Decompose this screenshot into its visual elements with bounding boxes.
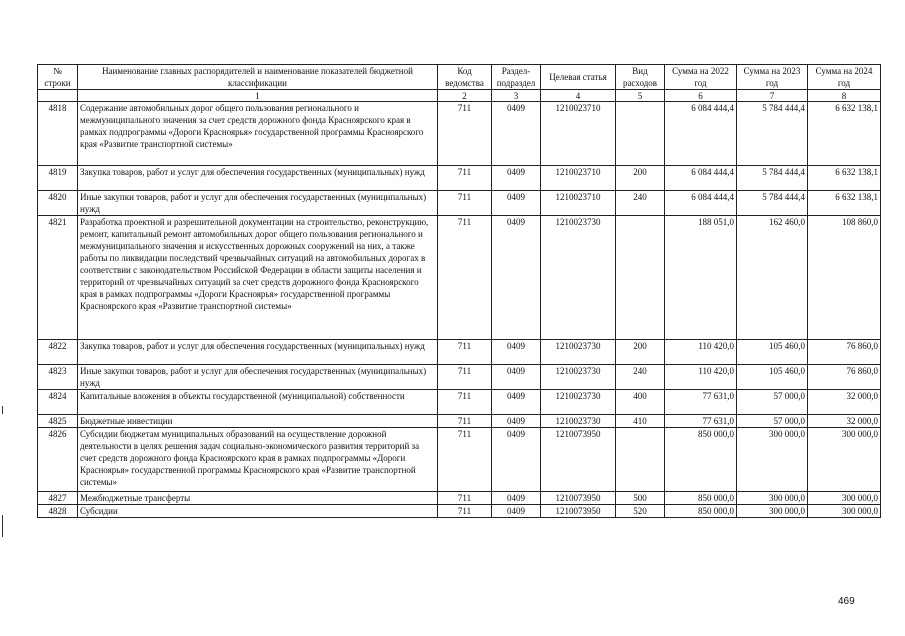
row-dept: 711 [438,216,492,340]
row-exp-type: 240 [616,191,665,216]
row-name: Иные закупки товаров, работ и услуг для обеспечения государственных (муниципальных) нужд [78,365,438,390]
row-number: 4827 [38,492,78,505]
row-sum-2024: 300 000,0 [808,505,881,518]
row-exp-type [616,428,665,492]
header-sum-2024: Сумма на 2024 год [808,65,881,90]
row-dept: 711 [438,365,492,390]
row-sum-2022: 850 000,0 [665,428,737,492]
row-target: 1210023730 [541,390,616,415]
row-exp-type [616,216,665,340]
row-exp-type: 400 [616,390,665,415]
row-section: 0409 [492,166,541,191]
row-sum-2023: 57 000,0 [737,390,808,415]
row-sum-2024: 300 000,0 [808,428,881,492]
row-section: 0409 [492,415,541,428]
row-sum-2022: 6 084 444,4 [665,166,737,191]
header-row-no: № строки [38,65,78,90]
row-section: 0409 [492,365,541,390]
row-sum-2023: 5 784 444,4 [737,191,808,216]
row-dept: 711 [438,428,492,492]
header-name: Наименование главных распорядителей и наименование показателей бюджетной классификации [78,65,438,90]
row-number: 4824 [38,390,78,415]
page-number: 469 [838,596,855,607]
row-sum-2023: 300 000,0 [737,428,808,492]
row-number: 4821 [38,216,78,340]
row-number: 4825 [38,415,78,428]
row-name: Субсидии бюджетам муниципальных образований на осуществление дорожной деятельности в целях решения задач социально-экономического развития территорий за счет средств дорожного фонда Красноярского края в рамках подпрограммы «Дороги Красноярья» государственной программы Красноярского края «Развитие транспортной системы» [78,428,438,492]
row-exp-type [616,102,665,166]
table-row [38,340,881,365]
row-sum-2023: 5 784 444,4 [737,102,808,166]
table-row [38,166,881,191]
row-number: 4820 [38,191,78,216]
row-section: 0409 [492,191,541,216]
row-sum-2023: 105 460,0 [737,340,808,365]
row-dept: 711 [438,415,492,428]
header-row [38,65,881,90]
table-row [38,415,881,428]
row-number: 4822 [38,340,78,365]
budget-table [37,64,881,518]
row-name: Бюджетные инвестиции [78,415,438,428]
row-sum-2023: 300 000,0 [737,505,808,518]
column-index: 5 [616,90,665,102]
row-sum-2024: 32 000,0 [808,415,881,428]
row-section: 0409 [492,492,541,505]
row-target: 1210073950 [541,428,616,492]
row-section: 0409 [492,428,541,492]
row-sum-2024: 6 632 138,1 [808,166,881,191]
header-target: Целевая статья [541,65,616,90]
row-sum-2024: 300 000,0 [808,492,881,505]
row-name: Закупка товаров, работ и услуг для обеспечения государственных (муниципальных) нужд [78,166,438,191]
row-exp-type: 500 [616,492,665,505]
row-dept: 711 [438,166,492,191]
row-number: 4819 [38,166,78,191]
row-target: 1210023730 [541,365,616,390]
row-number: 4823 [38,365,78,390]
row-name: Иные закупки товаров, работ и услуг для обеспечения государственных (муниципальных) нужд [78,191,438,216]
row-dept: 711 [438,492,492,505]
header-exp-type: Вид расходов [616,65,665,90]
row-sum-2023: 105 460,0 [737,365,808,390]
table-row [38,216,881,340]
row-sum-2024: 76 860,0 [808,340,881,365]
row-target: 1210073950 [541,505,616,518]
margin-mark-bottom [2,515,3,537]
row-dept: 711 [438,191,492,216]
row-dept: 711 [438,505,492,518]
table-row [38,102,881,166]
column-index: 1 [78,90,438,102]
column-index: 4 [541,90,616,102]
row-sum-2022: 188 051,0 [665,216,737,340]
row-dept: 711 [438,340,492,365]
column-index: 6 [665,90,737,102]
row-number: 4826 [38,428,78,492]
row-sum-2022: 850 000,0 [665,505,737,518]
row-sum-2022: 110 420,0 [665,340,737,365]
row-name: Субсидии [78,505,438,518]
header-section: Раздел-подраздел [492,65,541,90]
row-sum-2022: 6 084 444,4 [665,102,737,166]
header-sum-2023: Сумма на 2023 год [737,65,808,90]
row-sum-2023: 300 000,0 [737,492,808,505]
row-sum-2023: 57 000,0 [737,415,808,428]
margin-mark-top [2,406,3,414]
row-exp-type: 240 [616,365,665,390]
row-sum-2024: 6 632 138,1 [808,191,881,216]
row-section: 0409 [492,340,541,365]
row-dept: 711 [438,390,492,415]
row-section: 0409 [492,216,541,340]
row-sum-2024: 6 632 138,1 [808,102,881,166]
column-index-row [38,90,881,102]
row-number: 4818 [38,102,78,166]
column-index [38,90,78,102]
row-sum-2023: 162 460,0 [737,216,808,340]
header-sum-2022: Сумма на 2022 год [665,65,737,90]
row-target: 1210023730 [541,216,616,340]
table-row [38,428,881,492]
row-exp-type: 200 [616,166,665,191]
table-row [38,191,881,216]
header-dept-code: Код ведомства [438,65,492,90]
table-row [38,492,881,505]
table-row [38,505,881,518]
column-index: 2 [438,90,492,102]
row-exp-type: 410 [616,415,665,428]
row-target: 1210023710 [541,102,616,166]
row-section: 0409 [492,505,541,518]
row-target: 1210023730 [541,340,616,365]
row-sum-2023: 5 784 444,4 [737,166,808,191]
row-sum-2022: 77 631,0 [665,390,737,415]
row-name: Межбюджетные трансферты [78,492,438,505]
row-exp-type: 520 [616,505,665,518]
column-index: 8 [808,90,881,102]
row-number: 4828 [38,505,78,518]
row-name: Капитальные вложения в объекты государственной (муниципальной) собственности [78,390,438,415]
row-sum-2024: 108 860,0 [808,216,881,340]
table-row [38,365,881,390]
row-section: 0409 [492,102,541,166]
row-dept: 711 [438,102,492,166]
row-sum-2024: 76 860,0 [808,365,881,390]
row-section: 0409 [492,390,541,415]
row-target: 1210073950 [541,492,616,505]
row-name: Содержание автомобильных дорог общего пользования регионального и межмуниципального значения за счет средств дорожного фонда Красноярского края в рамках подпрограммы «Дороги Красноярья» государственной программы Красноярского края «Развитие транспортной системы» [78,102,438,166]
row-sum-2022: 110 420,0 [665,365,737,390]
row-target: 1210023710 [541,166,616,191]
row-sum-2022: 6 084 444,4 [665,191,737,216]
row-sum-2022: 77 631,0 [665,415,737,428]
row-target: 1210023730 [541,415,616,428]
row-target: 1210023710 [541,191,616,216]
row-sum-2022: 850 000,0 [665,492,737,505]
column-index: 3 [492,90,541,102]
row-name: Закупка товаров, работ и услуг для обеспечения государственных (муниципальных) нужд [78,340,438,365]
row-exp-type: 200 [616,340,665,365]
row-sum-2024: 32 000,0 [808,390,881,415]
row-name: Разработка проектной и разрешительной документации на строительство, реконструкцию, ремонт, капитальный ремонт автомобильных дорог общего пользования регионального и межмуниципального значения и искусственных дорожных сооружений на них, а также работы по ликвидации последствий чрезвычайных ситуаций на автомобильных дорогах в соответствии с законодательством Российской Федерации в области защиты населения и территорий от чрезвычайных ситуаций за счет средств дорожного фонда Красноярского края в рамках подпрограммы «Дороги Красноярья» государственной программы Красноярского края «Развитие транспортной системы» [78,216,438,340]
column-index: 7 [737,90,808,102]
table-row [38,390,881,415]
